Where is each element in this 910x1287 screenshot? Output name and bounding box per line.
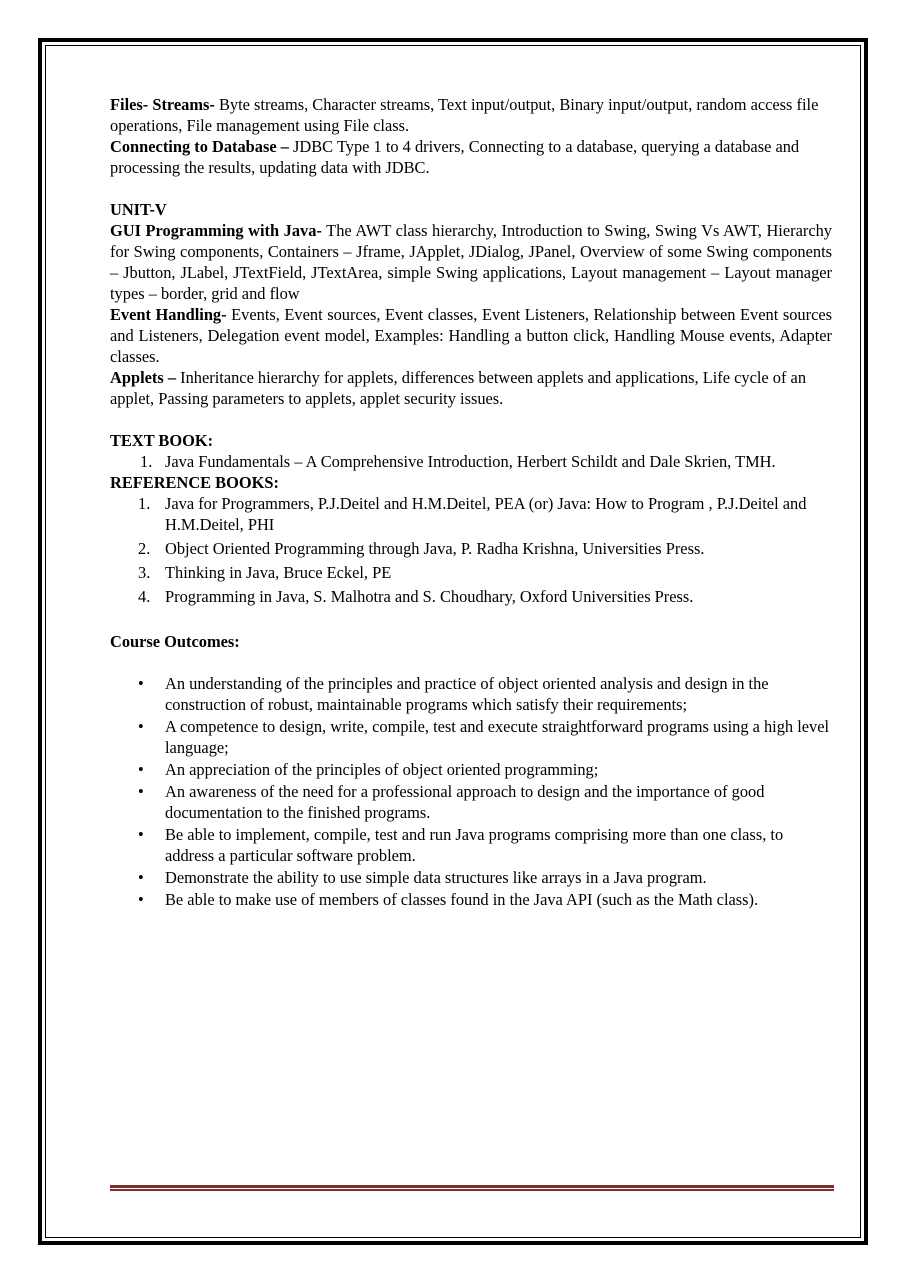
events-paragraph bbox=[110, 304, 832, 367]
gui-paragraph bbox=[110, 220, 832, 304]
spacer bbox=[110, 610, 832, 631]
item-number: 1. bbox=[138, 494, 151, 513]
bullet-icon: • bbox=[138, 760, 144, 779]
bullet-icon: • bbox=[138, 782, 144, 801]
list-item bbox=[110, 889, 832, 910]
text-book-heading: TEXT BOOK: bbox=[110, 431, 214, 450]
bullet-icon: • bbox=[138, 868, 144, 887]
database-label: Connecting to Database – bbox=[110, 137, 289, 156]
files-paragraph bbox=[110, 94, 832, 136]
spacer bbox=[110, 652, 832, 673]
document-body bbox=[110, 94, 832, 911]
gui-text: The AWT class hierarchy, Introduction to Swing, Swing Vs AWT, Hierarchy for Swing components, Containers – Jframe, JApplet, JDialog, JPanel, Overview of some Swing components – Jbutton, JLabel, JTextField, JTextArea, simple Swing applications, Layout management – Layout manager types – border, grid and flow bbox=[110, 221, 832, 303]
list-item bbox=[110, 673, 832, 715]
list-item bbox=[110, 759, 832, 780]
footer-rule bbox=[110, 1185, 834, 1191]
list-item bbox=[110, 493, 832, 535]
item-text: An appreciation of the principles of object oriented programming; bbox=[165, 760, 599, 779]
list-item bbox=[110, 716, 832, 758]
footer-rule-thin bbox=[110, 1189, 834, 1191]
database-paragraph bbox=[110, 136, 832, 178]
spacer bbox=[110, 409, 832, 430]
applets-text: Inheritance hierarchy for applets, differences between applets and applications, Life cycle of an applet, Passing parameters to applets, applet security issues. bbox=[110, 368, 807, 408]
item-text: Object Oriented Programming through Java, P. Radha Krishna, Universities Press. bbox=[165, 539, 705, 558]
item-text: Be able to implement, compile, test and run Java programs comprising more than one class, to address a particular software problem. bbox=[165, 825, 784, 865]
bullet-icon: • bbox=[138, 717, 144, 736]
list-item bbox=[110, 867, 832, 888]
reference-books-list bbox=[110, 493, 832, 607]
streams-label: Streams- bbox=[148, 95, 215, 114]
applets-label: Applets – bbox=[110, 368, 177, 387]
unit-heading: UNIT-V bbox=[110, 200, 167, 219]
item-text: Java Fundamentals – A Comprehensive Introduction, Herbert Schildt and Dale Skrien, TMH. bbox=[165, 452, 776, 471]
bullet-icon: • bbox=[138, 890, 144, 909]
item-number: 1. bbox=[140, 452, 153, 471]
item-text: A competence to design, write, compile, test and execute straightforward programs using a high level language; bbox=[165, 717, 830, 757]
item-text: Thinking in Java, Bruce Eckel, PE bbox=[165, 563, 392, 582]
list-item bbox=[110, 586, 832, 607]
database-text: JDBC Type 1 to 4 drivers, Connecting to a database, querying a database and processing the results, updating data with JDBC. bbox=[110, 137, 800, 177]
reference-books-heading: REFERENCE BOOKS: bbox=[110, 473, 279, 492]
list-item bbox=[110, 538, 832, 559]
list-item bbox=[110, 781, 832, 823]
course-outcomes-heading: Course Outcomes: bbox=[110, 632, 240, 651]
files-text: Byte streams, Character streams, Text input/output, Binary input/output, random access file operations, File management using File class. bbox=[110, 95, 819, 135]
gui-label: GUI Programming with Java- bbox=[110, 221, 322, 240]
events-label: Event Handling- bbox=[110, 305, 227, 324]
spacer bbox=[110, 178, 832, 199]
item-text: Programming in Java, S. Malhotra and S. Choudhary, Oxford Universities Press. bbox=[165, 587, 694, 606]
list-item bbox=[110, 451, 832, 472]
list-item bbox=[110, 824, 832, 866]
item-text: An understanding of the principles and practice of object oriented analysis and design in the construction of robust, maintainable programs which satisfy their requirements; bbox=[165, 674, 769, 714]
item-text: Java for Programmers, P.J.Deitel and H.M.Deitel, PEA (or) Java: How to Program , P.J.Deitel and H.M.Deitel, PHI bbox=[165, 494, 807, 534]
item-number: 2. bbox=[138, 539, 151, 558]
events-text: Events, Event sources, Event classes, Event Listeners, Relationship between Event sources and Listeners, Delegation event model, Examples: Handling a button click, Handling Mouse events, Adapter classes. bbox=[110, 305, 832, 366]
list-item bbox=[110, 562, 832, 583]
files-label: Files- bbox=[110, 95, 149, 114]
bullet-icon: • bbox=[138, 674, 144, 693]
bullet-icon: • bbox=[138, 825, 144, 844]
item-text: Be able to make use of members of classes found in the Java API (such as the Math class). bbox=[165, 890, 759, 909]
applets-paragraph bbox=[110, 367, 832, 409]
item-text: Demonstrate the ability to use simple data structures like arrays in a Java program. bbox=[165, 868, 707, 887]
item-text: An awareness of the need for a professional approach to design and the importance of good documentation to the finished programs. bbox=[165, 782, 765, 822]
course-outcomes-list bbox=[110, 673, 832, 910]
item-number: 3. bbox=[138, 563, 151, 582]
item-number: 4. bbox=[138, 587, 151, 606]
text-book-list bbox=[110, 451, 832, 472]
